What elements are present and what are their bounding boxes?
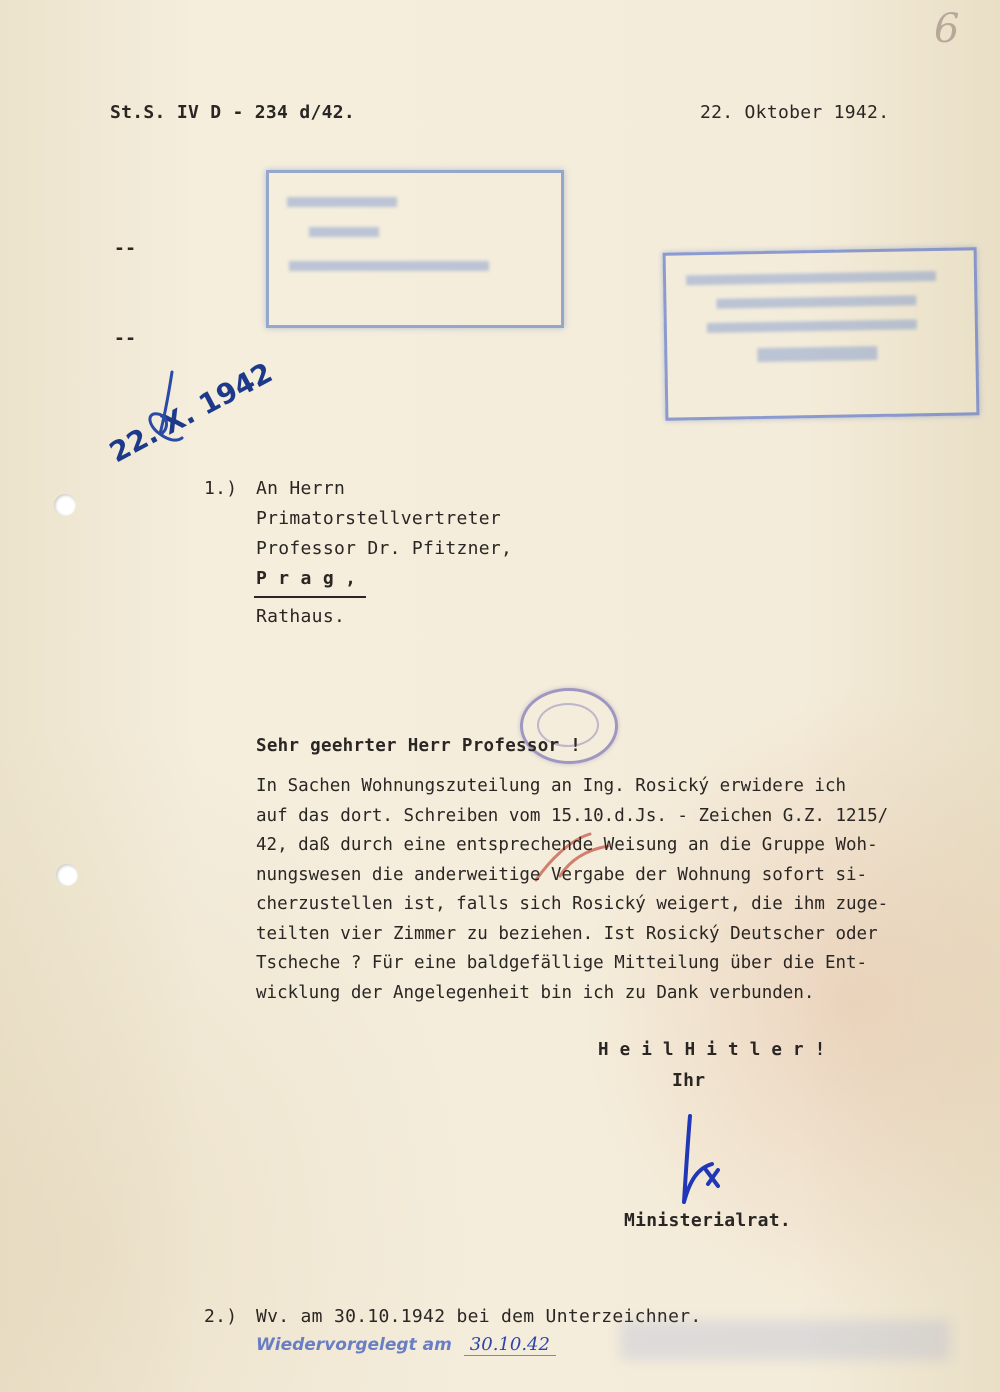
body-line: wicklung der Angelegenheit bin ich zu Dank verbunden. xyxy=(256,982,815,1003)
faded-stamp-top xyxy=(266,170,564,328)
address-line-2: Primatorstellvertreter xyxy=(256,508,502,529)
item-2-text: Wv. am 30.10.1942 bei dem Unterzeichner. xyxy=(256,1306,702,1327)
received-date-stamp: 22. X. 1942 xyxy=(104,355,278,470)
dash-line-2: -- xyxy=(114,328,137,349)
dash-line-1: -- xyxy=(114,238,137,259)
body-line: teilten vier Zimmer zu beziehen. Ist Rosický Deutscher oder xyxy=(256,923,878,944)
salutation: Sehr geehrter Herr Professor ! xyxy=(256,736,582,756)
reference-number: St.S. IV D - 234 d/42. xyxy=(110,102,356,123)
body-line: nungswesen die anderweitige Vergabe der Wohnung sofort si- xyxy=(256,864,868,885)
body-line: auf das dort. Schreiben vom 15.10.d.Js. - Zeichen G.Z. 1215/ xyxy=(256,805,889,826)
letter-body xyxy=(256,772,976,1008)
address-city: P r a g , xyxy=(256,568,357,589)
closing-ihr: Ihr xyxy=(672,1070,706,1091)
item-2-number: 2.) xyxy=(204,1306,238,1327)
letter-date: 22. Oktober 1942. xyxy=(700,102,890,123)
punch-hole-bottom xyxy=(56,864,78,886)
resubmission-stamp-label: Wiedervorgelegt am xyxy=(256,1335,452,1355)
faded-stamp-right xyxy=(663,247,980,420)
closing-greeting: H e i l H i t l e r ! xyxy=(598,1040,826,1060)
address-line-5: Rathaus. xyxy=(256,606,346,627)
faded-stamp-bottom xyxy=(620,1320,950,1360)
resubmission-stamp xyxy=(256,1334,556,1355)
page-number: 6 xyxy=(934,6,960,52)
signature-icon xyxy=(672,1110,752,1210)
body-line: In Sachen Wohnungszuteilung an Ing. Rosický erwidere ich xyxy=(256,776,847,796)
initials-mark-icon xyxy=(138,368,188,458)
address-underline xyxy=(254,596,366,598)
signatory-title: Ministerialrat. xyxy=(624,1210,792,1231)
address-line-1: An Herrn xyxy=(256,478,346,499)
address-line-3: Professor Dr. Pfitzner, xyxy=(256,538,513,559)
item-1-number: 1.) xyxy=(204,478,238,499)
resubmission-stamp-date: 30.10.42 xyxy=(464,1334,556,1356)
punch-hole-top xyxy=(54,494,76,516)
body-line: Tscheche ? Für eine baldgefällige Mitteilung über die Ent- xyxy=(256,953,868,973)
body-line: cherzustellen ist, falls sich Rosický weigert, die ihm zuge- xyxy=(256,894,889,914)
body-line: 42, daß durch eine entsprechende Weisung an die Gruppe Woh- xyxy=(256,835,878,855)
